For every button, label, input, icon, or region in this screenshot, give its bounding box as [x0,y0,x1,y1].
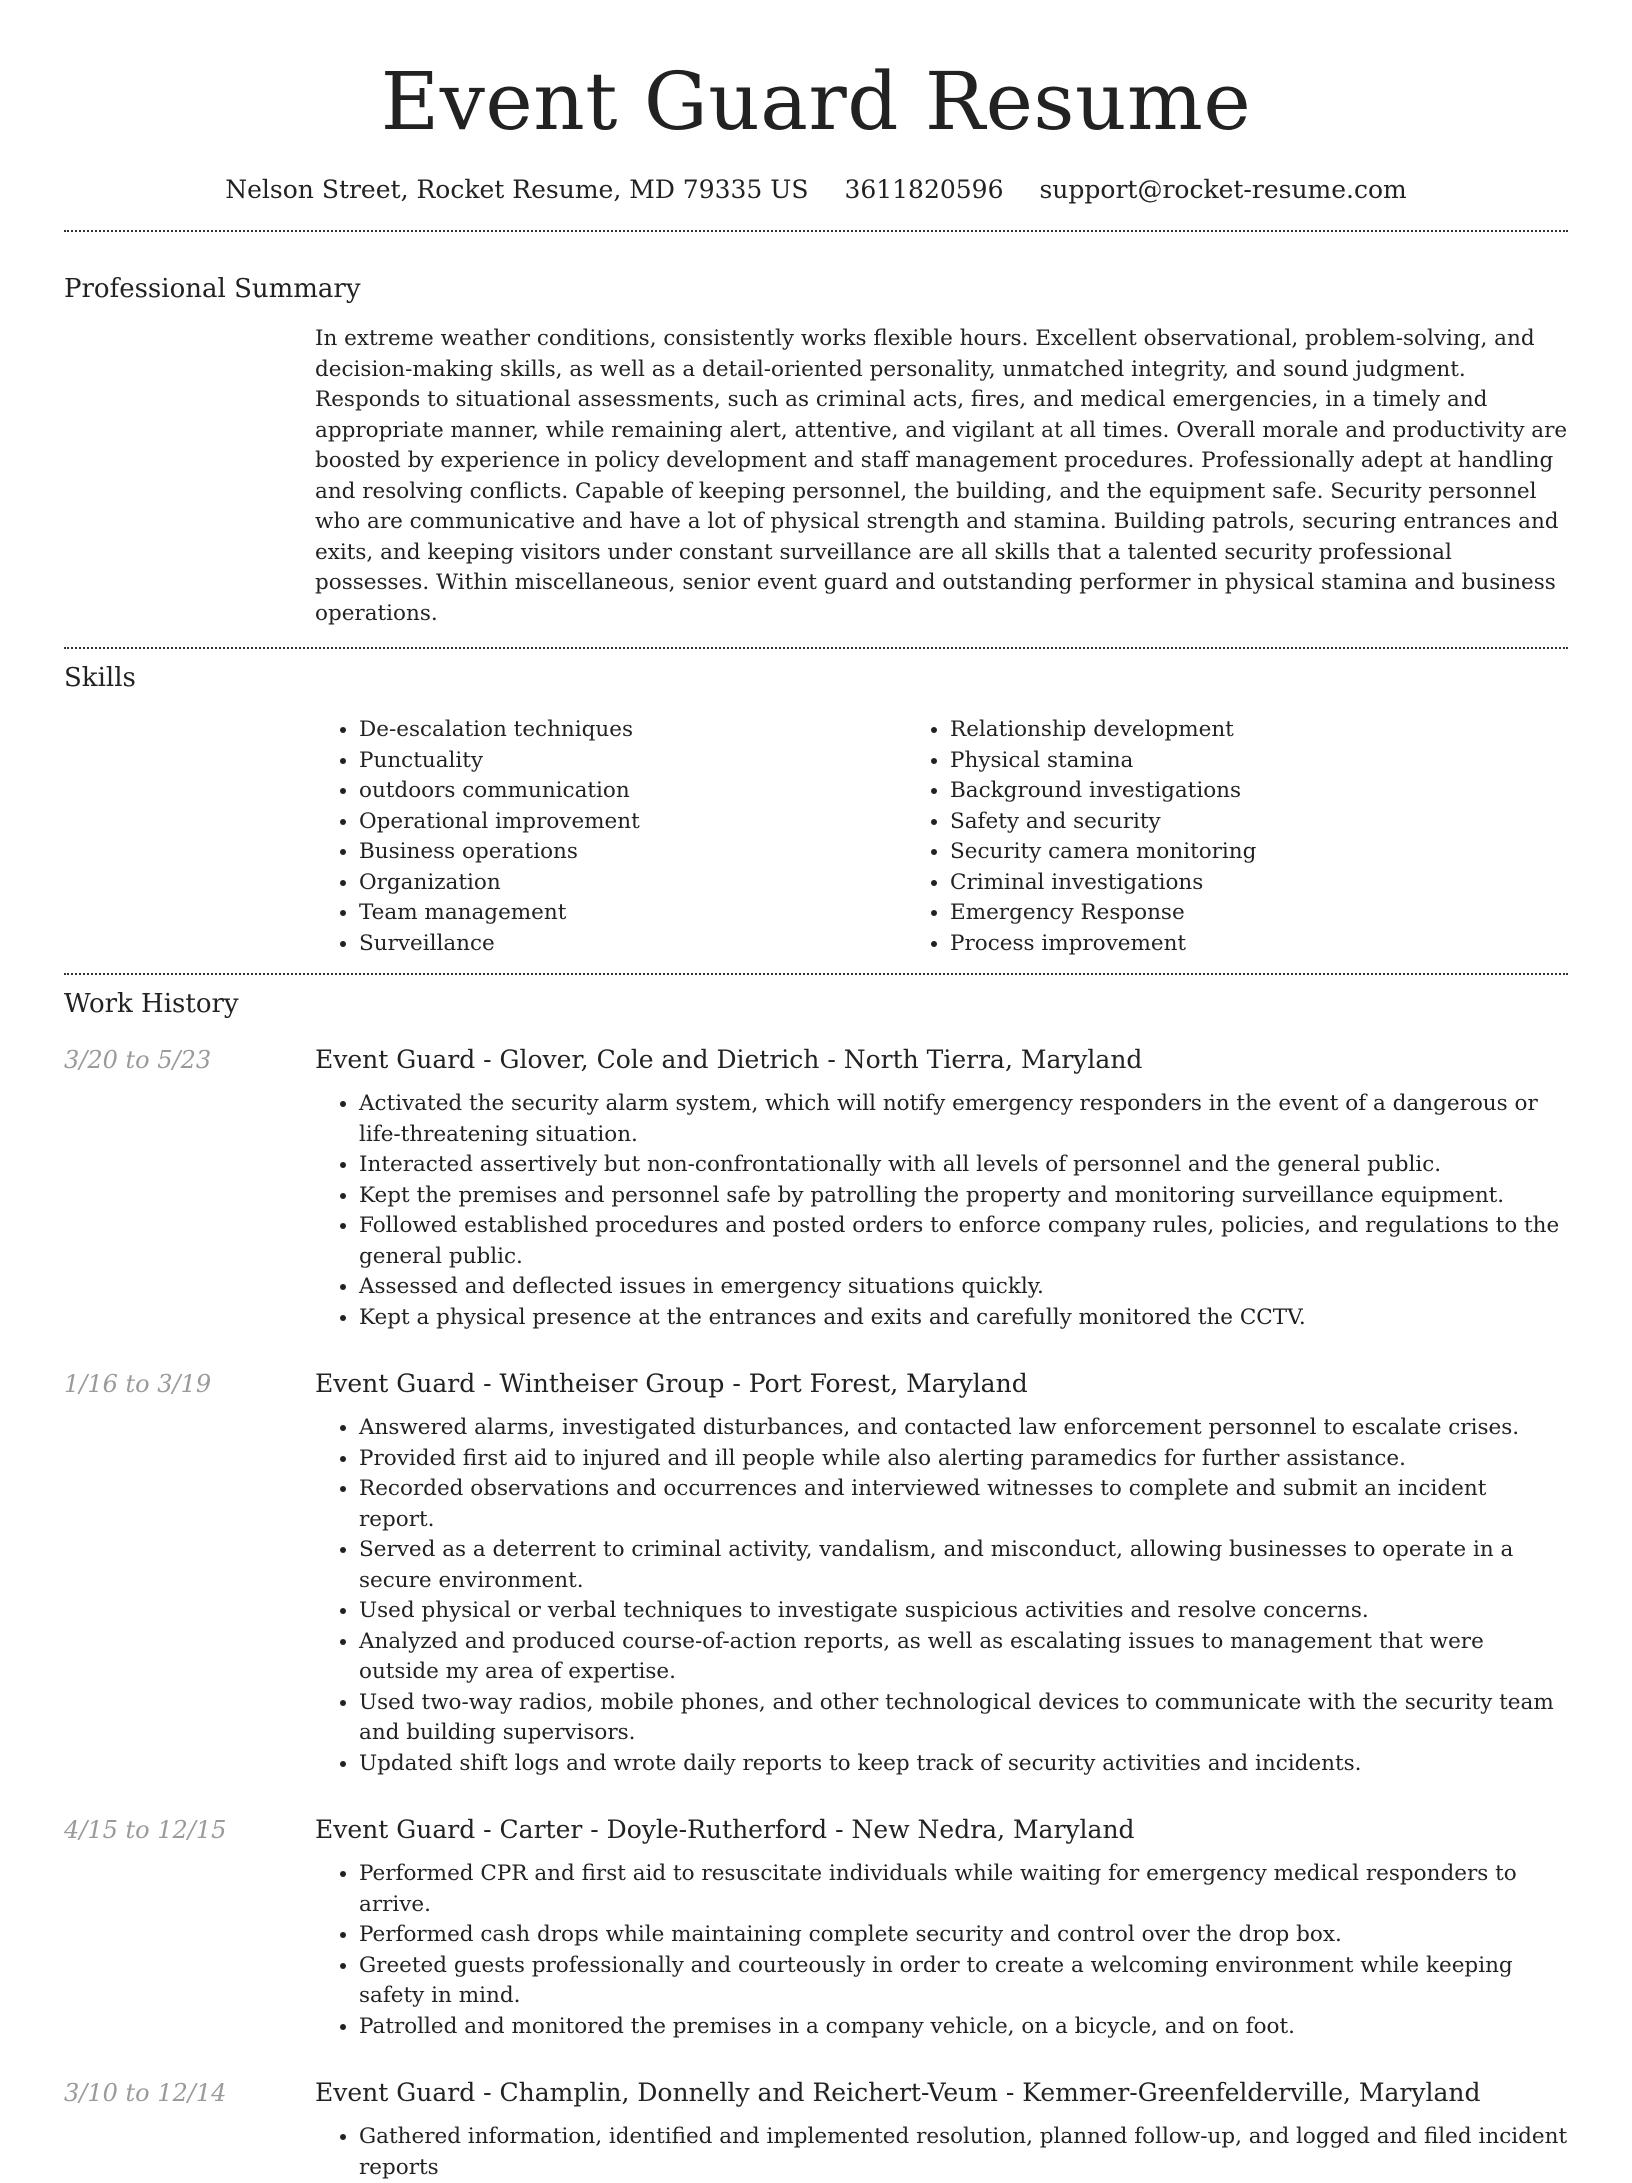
contact-line [64,172,1568,208]
skill-item: • Physical stamina [950,746,1457,777]
section-heading: Professional Summary [64,274,361,304]
skills-list-left [315,715,886,959]
skill-item: • Background investigations [950,776,1457,807]
job-entry [64,1813,1568,2042]
job-bullet: • Performed cash drops while maintaining complete security and control over the drop box. [359,1920,1568,1951]
job-title: Event Guard - Champlin, Donnelly and Reichert-Veum - Kemmer-Greenfelderville, Maryland [315,2078,1481,2107]
job-entry [64,1043,1568,1333]
job-bullet: • Gathered information, identified and implemented resolution, planned follow-up, and logged and filed incident reports [359,2122,1568,2183]
skill-item: • Process improvement [950,929,1457,960]
contact-phone: 3611820596 [844,175,1004,204]
skill-item: • Organization [359,868,886,899]
job-date: 3/10 to 12/14 [64,2079,227,2107]
job-bullets [315,2122,1568,2183]
job-bullet: • Followed established procedures and posted orders to enforce company rules, policies, and regulations to the general public. [359,1211,1568,1272]
section-heading: Work History [64,989,239,1019]
skills-columns [315,715,1568,959]
job-title: Event Guard - Carter - Doyle-Rutherford - New Nedra, Maryland [315,1815,1135,1844]
skills-section [64,649,1568,959]
job-bullet: • Served as a deterrent to criminal activity, vandalism, and misconduct, allowing businesses to operate in a secure environment. [359,1535,1568,1596]
job-entry [64,2076,1568,2183]
job-title: Event Guard - Wintheiser Group - Port Forest, Maryland [315,1369,1028,1398]
job-bullet: • Interacted assertively but non-confrontationally with all levels of personnel and the general public. [359,1150,1568,1181]
job-bullet: • Provided first aid to injured and ill people while also alerting paramedics for further assistance. [359,1444,1568,1475]
job-bullet: • Analyzed and produced course-of-action reports, as well as escalating issues to management that were outside my area of expertise. [359,1627,1568,1688]
job-bullet: • Kept a physical presence at the entrances and exits and carefully monitored the CCTV. [359,1303,1568,1334]
skill-item: • Punctuality [359,746,886,777]
job-bullet: • Answered alarms, investigated disturbances, and contacted law enforcement personnel to escalate crises. [359,1413,1568,1444]
skill-item: • Security camera monitoring [950,837,1457,868]
skills-list-right [886,715,1457,959]
skill-item: • Criminal investigations [950,868,1457,899]
professional-summary-section [64,232,1568,629]
skill-item: • Team management [359,898,886,929]
skill-item: • Safety and security [950,807,1457,838]
job-date: 3/20 to 5/23 [64,1046,212,1074]
job-date: 4/15 to 12/15 [64,1816,227,1844]
job-title: Event Guard - Glover, Cole and Dietrich - North Tierra, Maryland [315,1045,1143,1074]
contact-address: Nelson Street, Rocket Resume, MD 79335 US [225,175,809,204]
skill-item: • Business operations [359,837,886,868]
job-bullets [315,1413,1568,1779]
summary-text: In extreme weather conditions, consistently works flexible hours. Excellent observational, problem-solving, and decision-making skills, as well as a detail-oriented personality, unmatched integrity, and sound judgment. Responds to situational assessments, such as criminal acts, fires, and medical emergencies, in a timely and appropriate manner, while remaining alert, attentive, and vigilant at all times. Overall morale and productivity are boosted by experience in policy development and staff management procedures. Professionally adept at handling and resolving conflicts. Capable of keeping personnel, the building, and the equipment safe. Security personnel who are communicative and have a lot of physical strength and stamina. Building patrols, securing entrances and exits, and keeping visitors under constant surveillance are all skills that a talented security professional possesses. Within miscellaneous, senior event guard and outstanding performer in physical stamina and business operations. [315,326,1568,626]
job-bullet: • Greeted guests professionally and courteously in order to create a welcoming environment while keeping safety in mind. [359,1951,1568,2012]
section-heading: Skills [64,663,136,693]
skill-item: • Surveillance [359,929,886,960]
job-entry [64,1367,1568,1779]
job-bullet: • Used physical or verbal techniques to investigate suspicious activities and resolve concerns. [359,1596,1568,1627]
job-bullet: • Performed CPR and first aid to resuscitate individuals while waiting for emergency medical responders to arrive. [359,1859,1568,1920]
job-date: 1/16 to 3/19 [64,1370,212,1398]
work-history-section [64,975,1568,2183]
job-bullets [315,1859,1568,2042]
job-bullet: • Patrolled and monitored the premises in a company vehicle, on a bicycle, and on foot. [359,2012,1568,2043]
skill-item: • outdoors communication [359,776,886,807]
job-bullet: • Updated shift logs and wrote daily reports to keep track of security activities and incidents. [359,1749,1568,1780]
resume-page [0,52,1632,2180]
contact-email: support@rocket-resume.com [1039,175,1407,204]
job-bullet: • Recorded observations and occurrences and interviewed witnesses to complete and submit an incident report. [359,1474,1568,1535]
skill-item: • Relationship development [950,715,1457,746]
skill-item: • Emergency Response [950,898,1457,929]
resume-title: Event Guard Resume [380,55,1252,148]
skill-item: • De-escalation techniques [359,715,886,746]
job-bullet: • Activated the security alarm system, which will notify emergency responders in the event of a dangerous or life-threatening situation. [359,1089,1568,1150]
job-bullet: • Used two-way radios, mobile phones, and other technological devices to communicate with the security team and building supervisors. [359,1688,1568,1749]
skill-item: • Operational improvement [359,807,886,838]
job-bullet: • Kept the premises and personnel safe by patrolling the property and monitoring surveillance equipment. [359,1181,1568,1212]
job-bullet: • Assessed and deflected issues in emergency situations quickly. [359,1272,1568,1303]
job-bullets [315,1089,1568,1333]
